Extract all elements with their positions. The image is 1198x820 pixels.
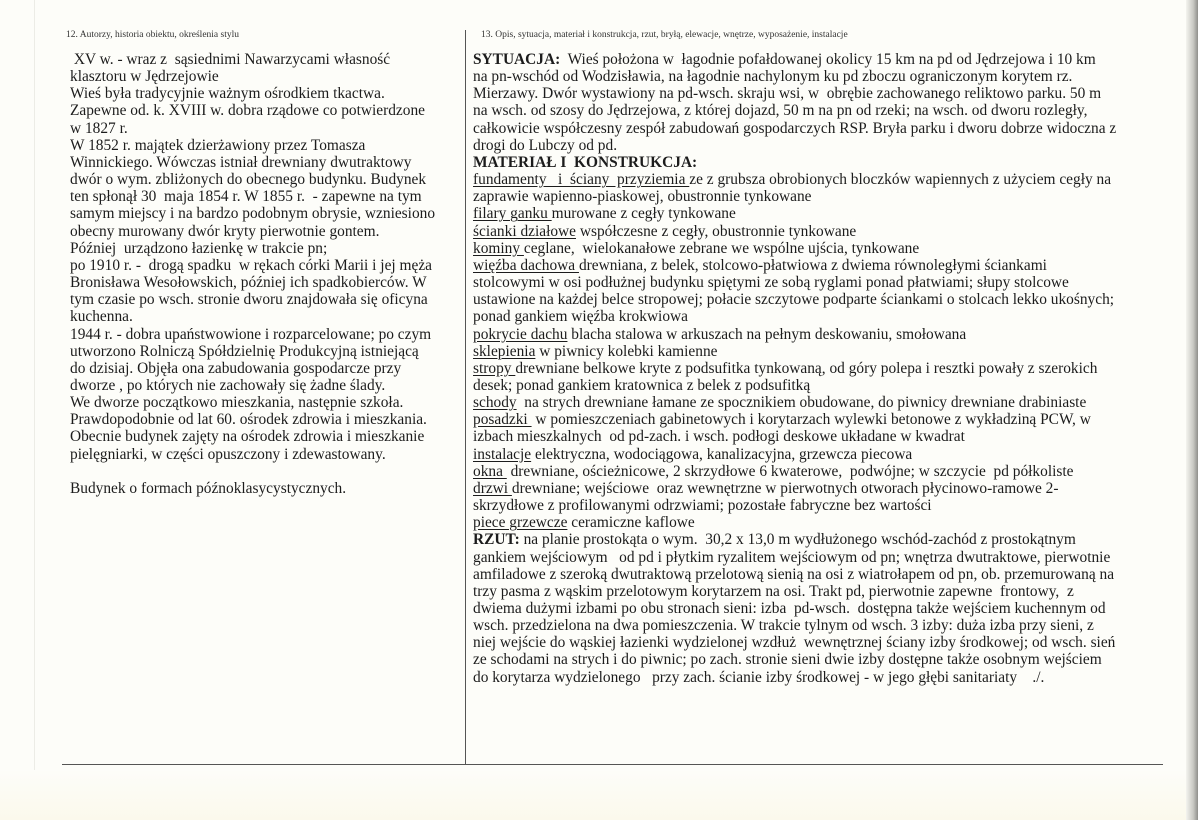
text-line: W 1852 r. majątek dzierżawiony przez Tomasza — [70, 136, 366, 154]
page-margin-bottom — [0, 770, 1186, 820]
text-line: samym miejscy i na bardzo podobnym obrysie, wzniesiono — [70, 205, 436, 223]
text-line: Winnickiego. Wówczas istniał drewniany dwutraktowy — [70, 153, 412, 171]
plan-line: RZUT: na planie prostokąta o wym. 30,2 x 13,0 m wydłużonego wschód-zachód z prostokątnym — [473, 531, 1076, 549]
material-term: fundamenty i ściany przyziemia — [473, 171, 690, 189]
text-line: Mierzawy. Dwór wystawiony na pd-wsch. skraju wsi, w obrębie zachowanego reliktowo parku. 50 m — [473, 85, 1102, 103]
text-line: do dzisiaj. Objęła ona zabudowania gospodarcze przy — [70, 359, 402, 377]
material-term: więźba dachowa — [473, 256, 579, 274]
text-line: Prawdopodobnie od lat 60. ośrodek zdrowia i mieszkania. — [70, 411, 427, 429]
material-term: kominy — [473, 239, 524, 257]
text-line: Bronisława Wesołowskich, później ich spadkobierców. W — [70, 274, 427, 292]
text-line: 1944 r. - dobra upaństwowione i rozparcelowane; po czym — [70, 325, 432, 343]
text-line: Później urządzono łazienkę w trakcie pn; — [70, 239, 328, 257]
material-label: MATERIAŁ I KONSTRUKCJA: — [473, 153, 698, 171]
material-item-stropy: stropy drewniane belkowe kryte z podsufitka tynkowaną, od góry polepa i resztki powały z szerokich — [473, 359, 1098, 377]
scan-edge-right — [1186, 0, 1198, 820]
text-line: do korytarza wydzielonego przy zach. ścianie izby środkowej - w jego głębi sanitariaty ./. — [473, 668, 1045, 686]
section-12-history — [66, 28, 462, 497]
material-term: okna — [473, 462, 507, 480]
situation-label: SYTUACJA: — [473, 51, 561, 68]
text-line: XV w. - wraz z sąsiednimi Nawarzycami własność — [70, 51, 391, 68]
material-item-kominy: kominy ceglane, wielokanałowe zebrane we wspólne ujścia, tynkowane — [473, 239, 920, 257]
text-line: desek; ponad gankiem kratownica z belek z podsufitką — [473, 376, 811, 394]
material-term: pokrycie dachu — [473, 325, 568, 343]
section-13-description — [473, 28, 1163, 686]
text-line: Obecnie budynek zajęty na ośrodek zdrowia i mieszkanie — [70, 428, 425, 446]
text-line: Wieś była tradycyjnie ważnym ośrodkiem tkactwa. — [70, 85, 385, 103]
material-item-scianki: ścianki działowe współczesne z cegły, obustronnie tynkowane — [473, 222, 857, 240]
material-term: instalacje — [473, 445, 532, 463]
text-line: We dworze początkowo mieszkania, następnie szkoła. — [70, 394, 404, 412]
material-item-drzwi: drzwi drewniane; wejściowe oraz wewnętrzne w pierwotnych otworach płycinowo-ramowe 2- — [473, 479, 1059, 497]
text-line: niej wejście do wąskiej łazienki wydzielonej wzdłuż wewnętrznej ściany izby środkowej; od wsch. sień — [473, 634, 1116, 652]
text-line: w 1827 r. — [70, 119, 128, 137]
scan-edge-left — [34, 0, 35, 820]
text-line: obecny murowany dwór kryty pierwotnie gontem. — [70, 222, 380, 240]
history-text — [70, 51, 462, 497]
text-line: po 1910 r. - drogą spadku w rękach córki Marii i jej męża — [70, 256, 432, 274]
text-line: stolcowymi w osi podłużnej budynku spiętymi ze sobą ryglami ponad płatwiami; słupy stolcowe — [473, 274, 1069, 292]
material-item-okna: okna drewniane, ościeżnicowe, 2 skrzydłowe 6 kwaterowe, podwójne; w szczycie pd półkoliste — [473, 462, 1074, 480]
text-line: tym czasie po wsch. stronie dworu znajdowała się oficyna — [70, 291, 428, 309]
text-line: wsch. przedzielona na dwa pomieszczenia. W trakcie tylnym od wsch. 3 izby: duża izba przy sieni, z — [473, 617, 1094, 635]
material-item-fundamenty: fundamenty i ściany przyziemia ze z grubsza obrobionych bloczków wapiennych z użyciem cegły na — [473, 171, 1112, 189]
material-term: filary ganku — [473, 205, 552, 223]
text-line: pielęgniarki, w części opuszczony i zdewastowany. — [70, 445, 386, 463]
text-line: Zapewne od. k. XVIII w. dobra rządowe co potwierdzone — [70, 102, 425, 120]
text-line: skrzydłowe z profilowanymi odrzwiami; pozostałe fabryczne bez wartości — [473, 497, 932, 515]
text-line: całkowicie współczesny zespół zabudowań gospodarczych RSP. Bryła parku i dworu dobrze widoczna z — [473, 119, 1117, 137]
text-line: na pn-wschód od Wodzisławia, na łagodnie nachylonym ku pd zboczu ograniczonym korytem rz. — [473, 68, 1073, 86]
text-line: ustawione na każdej belce stropowej; połacie szczytowe podparte ściankami o stolcach lekko ukośnych; — [473, 291, 1115, 309]
material-term: piece grzewcze — [473, 514, 568, 532]
column-divider — [465, 30, 466, 765]
description-text — [473, 51, 1163, 686]
text-line: izbach mieszkalnych od pd-zach. i wsch. podłogi deskowe układane w kwadrat — [473, 428, 965, 446]
material-item-wiezba: więźba dachowa drewniana, z belek, stolcowo-płatwiowa z dwiema równoległymi ściankami — [473, 256, 1047, 274]
style-summary: Budynek o formach późnoklasycystycznych. — [70, 479, 347, 497]
text-line: dworze , po których nie zachowały się żadne ślady. — [70, 376, 386, 394]
material-item-instalacje: instalacje elektryczna, wodociągowa, kanalizacyjna, grzewcza piecowa — [473, 445, 913, 463]
text-line: klasztoru w Jędrzejowie — [70, 68, 219, 86]
material-term: stropy — [473, 359, 516, 377]
material-item-filary: filary ganku murowane z cegły tynkowane — [473, 205, 736, 223]
text-line: ponad gankiem więźba krokwiowa — [473, 308, 688, 326]
blank-line — [70, 463, 462, 480]
material-term: ścianki działowe — [473, 222, 576, 240]
table-bottom-rule — [62, 764, 1163, 765]
text-line: zaprawie wapienno-piaskowej, obustronnie tynkowane — [473, 188, 812, 206]
material-item-sklepienia: sklepienia w piwnicy kolebki kamienne — [473, 342, 718, 360]
material-term: schody — [473, 394, 517, 412]
text-line: trzy pasma z wąskim przelotowym korytarzem na osi. Trakt pd, pierwotnie zapewne frontowy, z — [473, 582, 1074, 600]
text-line: ten spłonął 30 maja 1854 r. W 1855 r. - zapewne na tym — [70, 188, 422, 206]
text-line: dwiema dużymi izbami po obu stronach sieni: izba pd-wsch. dostępna także wejściem kuchennym od — [473, 600, 1106, 617]
section-heading: 13. Opis, sytuacja, materiał i konstrukcja, rzut, bryłą, elewacje, wnętrze, wyposażenie, instalacje — [481, 30, 848, 40]
text-line: ze schodami na strych i do piwnic; po zach. stronie sieni dwie izby dostępne także osobnym wejściem — [473, 651, 1102, 669]
material-term: sklepienia — [473, 342, 536, 360]
text-line: amfiladowe z szeroką dwutraktową przelotową sienią na osi z wiatrołapem od pn, ob. przemurowaną na — [473, 565, 1115, 583]
section-heading: 12. Autorzy, historia obiektu, określenia stylu — [66, 30, 239, 40]
text-line: utworzono Rolniczą Spółdzielnię Produkcyjną istniejącą — [70, 342, 419, 360]
situation-line: SYTUACJA: Wieś położona w łagodnie pofałdowanej okolicy 15 km na pd od Jędrzejowa i 10 km — [473, 51, 1096, 68]
plan-label: RZUT: — [473, 531, 520, 549]
text-line: dwór o wym. zbliżonych do obecnego budynku. Budynek — [70, 171, 427, 189]
material-item-pokrycie: pokrycie dachu blacha stalowa w arkuszach na pełnym deskowaniu, smołowana — [473, 325, 967, 343]
text-line: kuchenna. — [70, 308, 133, 326]
material-term: posadzki — [473, 411, 532, 429]
text-line: drogi do Lubczy od pd. — [473, 136, 618, 154]
material-item-schody: schody na strych drewniane łamane ze spocznikiem obudowane, do piwnicy drewniane drabiniaste — [473, 394, 1087, 412]
text-line: na wsch. od szosy do Jędrzejowa, z której dojazd, 50 m na pn od rzeki; na wsch. od dworu rozległy, — [473, 102, 1088, 120]
material-term: drzwi — [473, 479, 512, 497]
material-item-posadzki: posadzki w pomieszczeniach gabinetowych i korytarzach wylewki betonowe z wykładziną PCW, w — [473, 411, 1091, 429]
material-item-piece: piece grzewcze ceramiczne kaflowe — [473, 514, 695, 532]
text-line: gankiem wejściowym od pd i płytkim ryzalitem wejściowym od pn; wnętrza dwutraktowe, pierwotnie — [473, 548, 1111, 566]
